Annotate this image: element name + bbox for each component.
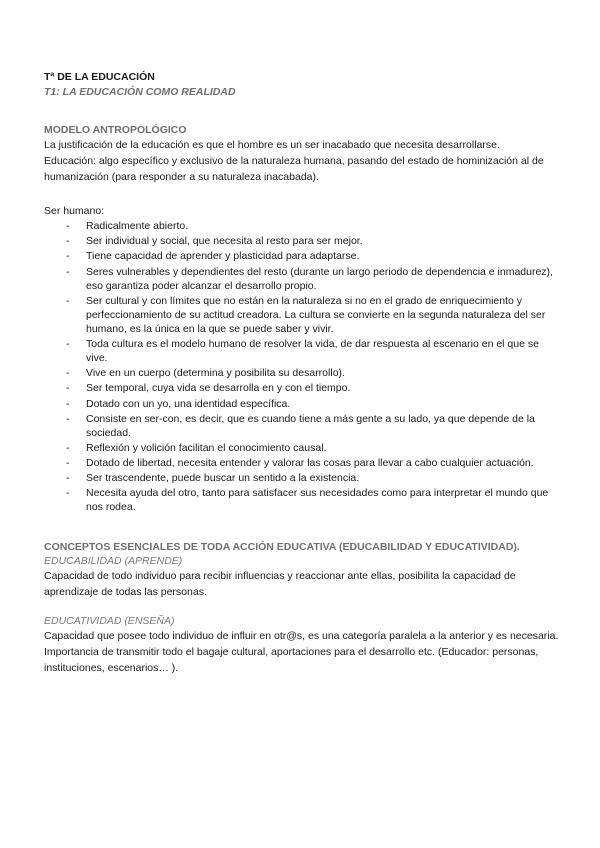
list-item-text: Dotado con un yo, una identidad específica. — [86, 397, 291, 410]
list-item — [44, 265, 560, 293]
list-item-text: Tiene capacidad de aprender y plasticidad para adaptarse. — [86, 250, 360, 263]
paragraph: Capacidad que posee todo individuo de influir en otr@s, es una categoría paralela a la anterior y es necesaria. — [44, 629, 559, 642]
list-item — [44, 219, 560, 233]
dash-bullet: - — [66, 382, 70, 395]
spacer — [44, 600, 560, 614]
paragraph: La justificación de la educación es que el hombre es un ser inacabado que necesita desarrollarse. — [44, 139, 500, 151]
dash-bullet: - — [66, 294, 70, 307]
subheading-educatividad: EDUCATIVIDAD (ENSEÑA) — [44, 614, 175, 627]
list-item — [44, 397, 560, 411]
spacer — [44, 185, 560, 203]
doc-title: Tª DE LA EDUCACIÓN — [44, 71, 155, 83]
dash-bullet: - — [66, 441, 70, 454]
paragraph: Capacidad de todo individuo para recibir influencias y reaccionar ante ellas, posibilita la capacidad de aprendizaje de todas las personas. — [44, 569, 516, 598]
document-page — [44, 70, 560, 676]
list-item-text: Necesita ayuda del otro, tanto para satisfacer sus necesidades como para interpretar el mundo que nos rodea. — [86, 487, 549, 514]
dash-bullet: - — [66, 487, 70, 500]
list-item-text: Seres vulnerables y dependientes del resto (durante un largo periodo de dependencia e inmadurez), eso garantiza poder alcanzar el desarrollo propio. — [86, 265, 553, 292]
dash-bullet: - — [66, 235, 70, 248]
list-item — [44, 234, 560, 248]
list-item — [44, 456, 560, 470]
section-heading-modelo: MODELO ANTROPOLÓGICO — [44, 124, 187, 136]
list-intro: Ser humano: — [44, 205, 105, 217]
list-item-text: Consiste en ser-con, es decir, que es cuando tiene a más gente a su lado, ya que depende de la sociedad. — [86, 412, 535, 439]
list-item-text: Toda cultura es el modelo humano de resolver la vida, de dar respuesta al escenario en el que se vive. — [86, 337, 539, 364]
dash-bullet: - — [66, 397, 70, 410]
list-item — [44, 381, 560, 395]
list-item — [44, 486, 560, 514]
list-item-text: Vive en un cuerpo (determina y posibilita su desarrollo). — [86, 367, 345, 380]
list-item-text: Ser trascendente, puede buscar un sentido a la existencia. — [86, 472, 360, 485]
dash-bullet: - — [66, 337, 70, 350]
list-item — [44, 294, 560, 336]
doc-subtitle: T1: LA EDUCACIÓN COMO REALIDAD — [44, 86, 236, 98]
dash-bullet: - — [66, 412, 70, 425]
list-item — [44, 471, 560, 485]
list-item-text: Dotado de libertad, necesita entender y valorar las cosas para llevar a cabo cualquier actuación. — [86, 457, 534, 470]
dash-bullet: - — [66, 472, 70, 485]
dash-bullet: - — [66, 367, 70, 380]
list-item-text: Radicalmente abierto. — [86, 220, 189, 232]
dash-bullet: - — [66, 265, 70, 278]
dash-bullet: - — [66, 250, 70, 263]
list-item-text: Ser individual y social, que necesita al resto para ser mejor. — [86, 235, 363, 248]
list-item — [44, 337, 560, 365]
list-item-text: Ser cultural y con límites que no están en la naturaleza si no en el grado de enriquecimiento y perfeccionamiento de su actitud creadora. La cultura se convierte en la segunda naturaleza del ser humano, es la única en la que se puede saber y vivir. — [86, 294, 546, 335]
dash-bullet: - — [66, 220, 70, 232]
paragraph: Importancia de transmitir todo el bagaje cultural, aportaciones para el desarrollo etc. (Educador: personas, instituciones, escenarios… ). — [44, 645, 539, 674]
list-item — [44, 366, 560, 380]
dash-bullet: - — [66, 457, 70, 470]
list-item-text: Reflexión y volición facilitan el conocimiento causal. — [86, 441, 327, 454]
list-item-text: Ser temporal, cuya vida se desarrolla en y con el tiempo. — [86, 382, 351, 395]
ser-humano-list — [44, 219, 560, 514]
list-item — [44, 412, 560, 440]
section-heading-conceptos: CONCEPTOS ESENCIALES DE TODA ACCIÓN EDUCATIVA (EDUCABILIDAD Y EDUCATIVIDAD). — [44, 540, 520, 553]
spacer — [44, 516, 560, 540]
list-item — [44, 249, 560, 263]
paragraph: Educación: algo específico y exclusivo de la naturaleza humana, pasando del estado de hominización al de humanización (para responder a su naturaleza inacabada). — [44, 155, 544, 183]
subheading-educabilidad: EDUCABILIDAD (APRENDE) — [44, 554, 183, 567]
spacer — [44, 99, 560, 123]
list-item — [44, 441, 560, 455]
